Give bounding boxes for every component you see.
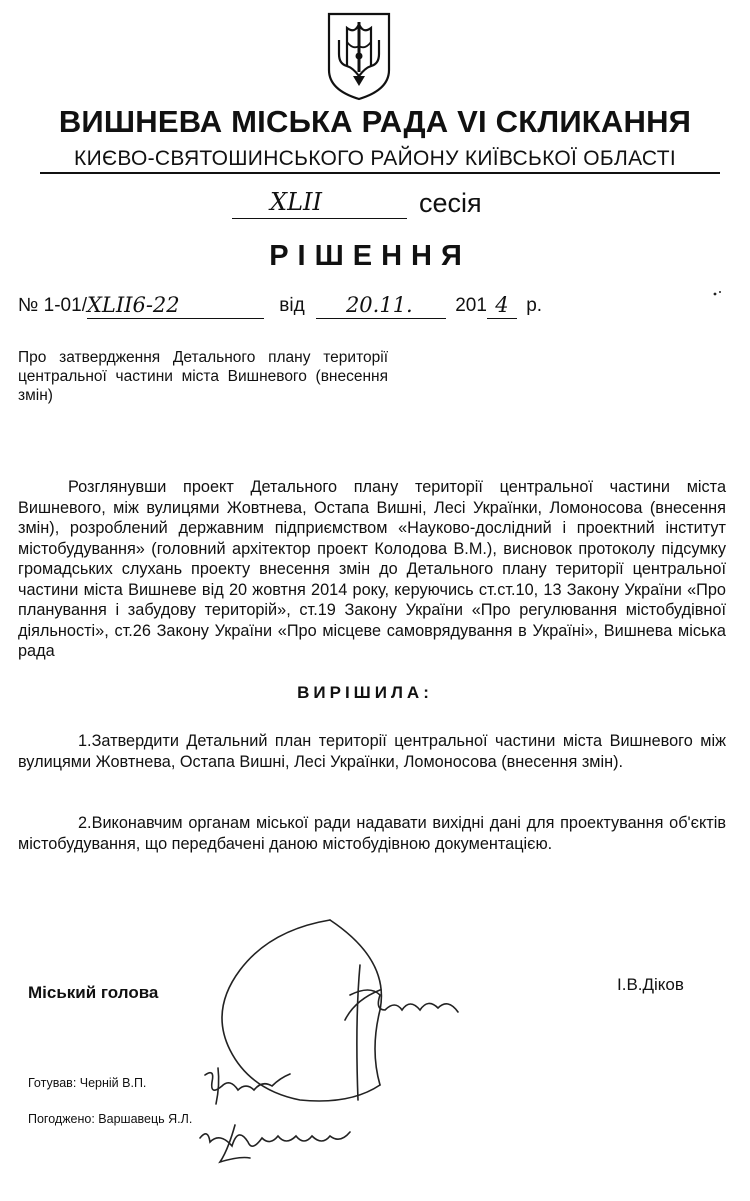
council-name: ВИШНЕВА МІСЬКА РАДА VI СКЛИКАННЯ — [58, 104, 692, 139]
prepared-by: Готував: Черній В.П. — [28, 1076, 147, 1090]
decision-subject: Про затвердження Детального плану території центральної частини міста Вишневого (внесення змін) — [18, 349, 388, 404]
coat-of-arms-icon — [325, 10, 393, 102]
mayor-title: Міський голова — [28, 983, 159, 1002]
decision-year-digit: 4 — [487, 292, 517, 319]
year-suffix: р. — [526, 295, 543, 316]
resolution-item-1: 1.Затвердити Детальний план території центральної частини міста Вишневого між вулицями Жовтнева, Остапа Вишні, Лесі Українки, Ломоносова (внесення змін). — [18, 732, 726, 771]
decision-date: 20.11. — [316, 292, 446, 319]
mayor-name: І.В.Діков — [617, 975, 684, 994]
decision-number: XLII6-22 — [87, 292, 264, 319]
number-prefix: № 1-01/ — [18, 295, 87, 316]
resolved-heading: ВИРІШИЛА: — [297, 683, 433, 702]
mayor-signature — [222, 920, 380, 1101]
from-label: від — [279, 295, 305, 316]
decision-number-line — [18, 292, 542, 319]
preamble-paragraph: Розглянувши проект Детального плану території центральної частини міста Вишневого, між вулицями Жовтнева, Остапа Вишні, Лесі Українки, Ломоносова (внесення змін), розроблений державним підприємством «Науково-дослідний і проектний інститут містобудування» (головний архітектор проект Колодова В.М.), висновок протоколу підсумку громадських слухань проекту внесення змін до Детального плану території центральної частини міста Вишневе від 20 жовтня 2014 року, керуючись ст.ст.10, 13 Закону України «Про планування і забудову територій», ст.19 Закону України «Про регулювання містобудівної діяльності», ст.26 Закону України «Про місцеве самоврядування в Україні», Вишнева міська рада — [18, 478, 726, 660]
document-title: РІШЕННЯ — [269, 240, 471, 272]
session-line — [232, 186, 482, 226]
district-name: КИЄВО-СВЯТОШИНСЬКОГО РАЙОНУ КИЇВСЬКОЇ ОБЛАСТІ — [74, 147, 676, 170]
session-label: сесія — [419, 188, 482, 218]
agreed-with: Погоджено: Варшавець Я.Л. — [28, 1112, 193, 1126]
scan-speck — [712, 290, 724, 298]
resolution-item-2: 2.Виконавчим органам міської ради надавати вихідні дані для проектування об'єктів містобудування, що передбачені даною містобудівною документацією. — [18, 814, 726, 853]
agreed-signature — [200, 1132, 350, 1146]
session-number: XLII — [232, 186, 407, 219]
header-divider — [40, 172, 720, 174]
year-prefix: 201 — [455, 295, 487, 316]
handwritten-signatures — [180, 900, 740, 1200]
